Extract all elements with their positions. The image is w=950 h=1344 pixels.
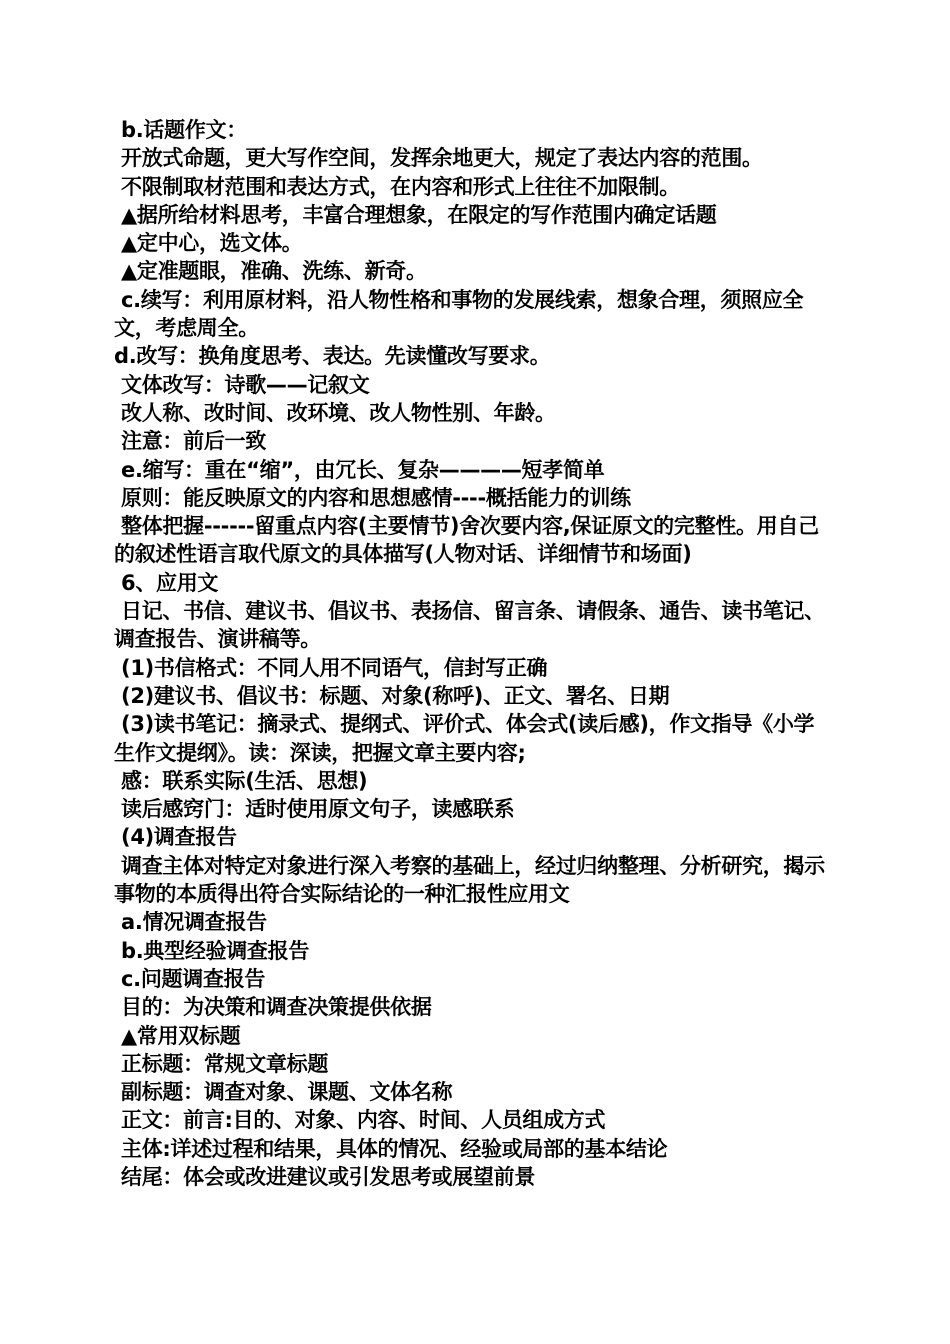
text-line: 不限制取材范围和表达方式，在内容和形式上往往不加限制。 — [114, 174, 680, 199]
text-line: 结尾：体会或改进建议或引发思考或展望前景 — [114, 1164, 536, 1189]
text-line: 日记、书信、建议书、倡议书、表扬信、留言条、请假条、通告、读书笔记、调查报告、演讲稿等。 — [114, 599, 825, 652]
document-body — [114, 116, 834, 1191]
text-line: 原则：能反映原文的内容和思想感情----概括能力的训练 — [114, 485, 631, 510]
text-line: 6、应用文 — [114, 570, 219, 595]
text-line: ▲据所给材料思考，丰富合理想象，在限定的写作范围内确定话题 — [114, 202, 717, 227]
text-line: 改人称、改时间、改环境、改人物性别、年龄。 — [114, 400, 556, 425]
text-line: 注意：前后一致 — [114, 429, 266, 454]
text-line: 整体把握------留重点内容(主要情节)舍次要内容,保证原文的完整性。用自己的叙述性语言取代原文的具体描写(人物对话、详细情节和场面) — [114, 514, 819, 567]
text-line: 感：联系实际(生活、思想) — [114, 768, 368, 793]
text-line: c.续写：利用原材料，沿人物性格和事物的发展线索，想象合理，须照应全文，考虑周全。 — [114, 287, 804, 341]
text-line: 调查主体对特定对象进行深入考察的基础上，经过归纳整理、分析研究，揭示事物的本质得出符合实际结论的一种汇报性应用文 — [114, 853, 825, 907]
text-line: 文体改写：诗歌——记叙文 — [114, 372, 370, 397]
text-line: 主体:详述过程和结果，具体的情况、经验或局部的基本结论 — [114, 1136, 668, 1161]
text-line: c.问题调查报告 — [114, 966, 266, 991]
text-line: 开放式命题，更大写作空间，发挥余地更大，规定了表达内容的范围。 — [114, 146, 763, 171]
text-line: d.改写：换角度思考、表达。先读懂改写要求。 — [114, 344, 551, 369]
text-line: e.缩写：重在“缩”，由冗长、复杂————短孝简单 — [114, 457, 605, 482]
text-line: ▲常用双标题 — [114, 1023, 241, 1048]
text-line: 正标题：常规文章标题 — [114, 1051, 329, 1076]
text-line: 副标题：调查对象、课题、文体名称 — [114, 1080, 453, 1105]
text-line: ▲定准题眼，准确、洗练、新奇。 — [114, 259, 427, 284]
text-line: ▲定中心，选文体。 — [114, 231, 303, 256]
text-line: 读后感窍门：适时使用原文句子，读感联系 — [114, 797, 515, 822]
text-line: b.典型经验调查报告 — [114, 938, 310, 963]
text-line: (2)建议书、倡议书：标题、对象(称呼)、正文、署名、日期 — [114, 683, 670, 708]
text-line: b.话题作文： — [114, 118, 247, 142]
text-line: 目的：为决策和调查决策提供依据 — [114, 995, 432, 1020]
text-line: (4)调查报告 — [114, 825, 237, 850]
text-line: (3)读书笔记：摘录式、提纲式、评价式、体会式(读后感)，作文指导《小学生作文提纲》。读：深读，把握文章主要内容; — [114, 712, 815, 765]
text-line: (1)书信格式：不同人用不同语气，信封写正确 — [114, 655, 548, 680]
text-line: a.情况调查报告 — [114, 910, 267, 935]
text-line: 正文：前言:目的、对象、内容、时间、人员组成方式 — [114, 1108, 606, 1133]
